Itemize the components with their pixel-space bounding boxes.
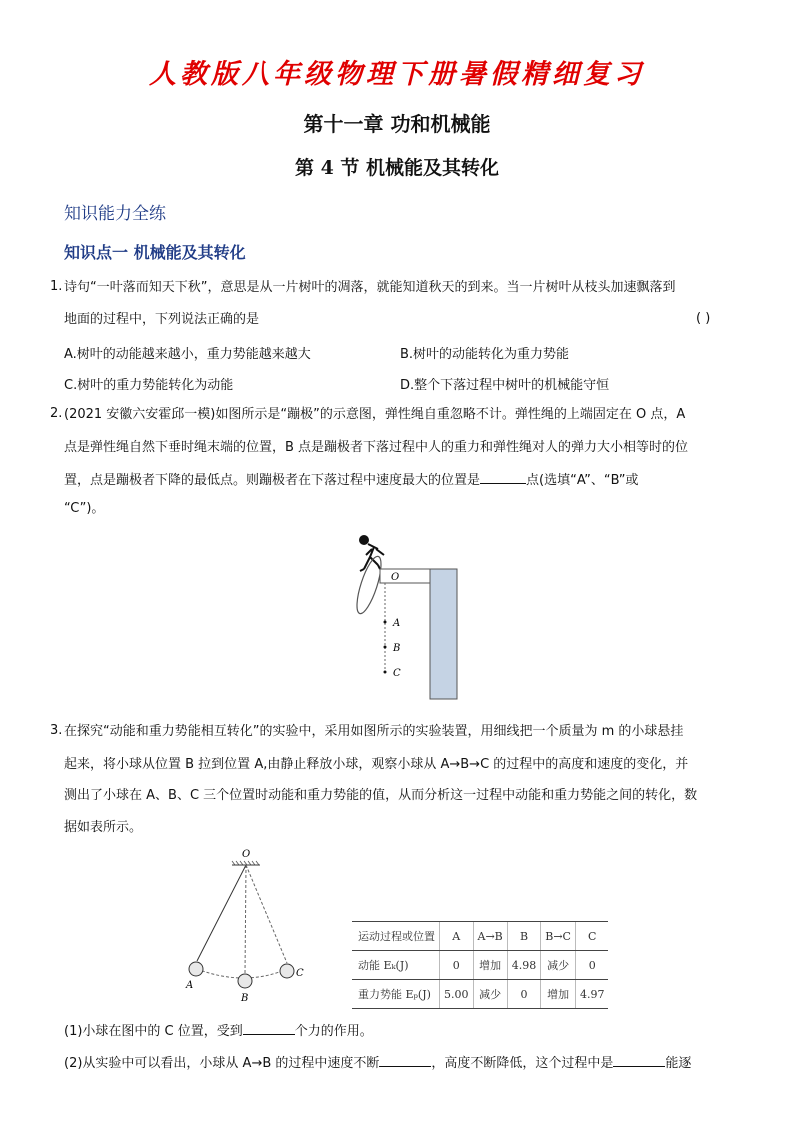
ball-b xyxy=(238,974,252,988)
section-title: 第 4 节 机械能及其转化 xyxy=(294,157,500,179)
table-cell: 重力势能 Eₚ(J) xyxy=(352,980,440,1009)
table-row-potential xyxy=(352,980,608,1009)
jumper-head xyxy=(359,535,369,545)
table-cell: 减少 xyxy=(541,951,576,980)
table-cell: A xyxy=(440,922,474,951)
q2-line1: (2021 安徽六安霍邱一模)如图所示是“蹦极”的示意图，弹性绳自重忽略不计。弹性绳的上端固定在 O 点，A xyxy=(64,407,686,422)
q3-sub2-tail: 能逐 xyxy=(665,1056,692,1071)
q1-answer-paren: ( ) xyxy=(696,311,711,326)
q3-sub1-text: (1)小球在图中的 C 位置，受到 xyxy=(64,1024,243,1039)
table-cell: 运动过程或位置 xyxy=(352,922,440,951)
platform xyxy=(380,569,430,583)
q3-number: 3. xyxy=(50,723,63,738)
q2-answer-blank[interactable] xyxy=(480,471,526,484)
pendulum-label-a: A xyxy=(186,980,194,991)
q2-line2: 点是弹性绳自然下垂时绳末端的位置，B 点是蹦极者下落过程中人的重力和弹性绳对人的弹力大小相等时的位 xyxy=(64,440,689,455)
label-a: A xyxy=(393,618,401,629)
q1-option-a: A.树叶的动能越来越小，重力势能越来越大 xyxy=(64,347,311,362)
ball-a xyxy=(189,962,203,976)
table-cell: 动能 Eₖ(J) xyxy=(352,951,440,980)
ball-c xyxy=(280,964,294,978)
q3-line1: 在探究“动能和重力势能相互转化”的实验中，采用如图所示的实验装置，用细线把一个质量为 m 的小球悬挂 xyxy=(64,724,684,739)
training-heading: 知识能力全练 xyxy=(64,204,166,224)
q3-sub2 xyxy=(64,1054,691,1073)
point-a xyxy=(384,621,387,624)
table-header-row xyxy=(352,922,608,951)
q1-option-c: C.树叶的重力势能转化为动能 xyxy=(64,378,234,393)
label-o: O xyxy=(391,572,400,583)
q3-line2: 起来，将小球从位置 B 拉到位置 A,由静止释放小球，观察小球从 A→B→C 的过程中的高度和速度的变化，并 xyxy=(64,757,689,772)
table-cell: A→B xyxy=(473,922,507,951)
q1-number: 1. xyxy=(50,279,63,294)
table-cell: 0 xyxy=(440,951,474,980)
chapter-title: 第十一章 功和机械能 xyxy=(303,112,491,136)
q1-line2: 地面的过程中，下列说法正确的是 xyxy=(64,312,260,327)
q3-line3: 测出了小球在 A、B、C 三个位置时动能和重力势能的值，从而分析这一过程中动能和重力势能之间的转化，数 xyxy=(64,788,698,803)
string-c xyxy=(246,865,287,963)
q3-sub1-tail: 个力的作用。 xyxy=(294,1024,373,1039)
point-b xyxy=(384,646,387,649)
pendulum-label-o: O xyxy=(242,849,251,860)
string-b xyxy=(245,865,246,974)
q3-sub2-blank1[interactable] xyxy=(379,1054,431,1067)
q2-line3-text: 置，点是蹦极者下降的最低点。则蹦极者在下落过程中速度最大的位置是 xyxy=(64,473,481,488)
table-cell: C xyxy=(575,922,608,951)
q1-option-d: D.整个下落过程中树叶的机械能守恒 xyxy=(400,378,610,393)
q1-line1: 诗句“一叶落而知天下秋”，意思是从一片树叶的凋落，就能知道秋天的到来。当一片树叶从枝头加速飘落到 xyxy=(64,280,676,295)
table-cell: B xyxy=(507,922,541,951)
label-b: B xyxy=(393,643,401,654)
q3-sub2-text: (2)从实验中可以看出，小球从 A→B 的过程中速度不断 xyxy=(64,1056,380,1071)
label-c: C xyxy=(393,668,401,679)
tower xyxy=(430,569,457,699)
q2-line3 xyxy=(64,471,639,490)
energy-table xyxy=(352,921,608,1009)
table-cell: 0 xyxy=(575,951,608,980)
q2-number: 2. xyxy=(50,406,63,421)
pivot-hatch xyxy=(232,861,259,865)
bungee-figure xyxy=(350,525,465,705)
q2-line4: “C”)。 xyxy=(64,501,105,516)
table-cell: B→C xyxy=(541,922,576,951)
table-cell: 0 xyxy=(507,980,541,1009)
elastic-rope-loop xyxy=(352,554,386,616)
table-cell: 减少 xyxy=(473,980,507,1009)
pendulum-label-b: B xyxy=(241,993,249,1004)
table-row-kinetic xyxy=(352,951,608,980)
table-cell: 4.97 xyxy=(575,980,608,1009)
knowledge-point-heading: 知识点一 机械能及其转化 xyxy=(64,243,246,262)
q3-sub2-mid: ，高度不断降低，这个过程中是 xyxy=(431,1056,614,1071)
q3-sub1-blank[interactable] xyxy=(243,1022,295,1035)
title-banner: 人教版八年级物理下册暑假精细复习 xyxy=(149,59,645,90)
table-cell: 4.98 xyxy=(507,951,541,980)
pendulum-label-c: C xyxy=(296,968,304,979)
table-cell: 增加 xyxy=(473,951,507,980)
point-c xyxy=(384,671,387,674)
q3-sub2-blank2[interactable] xyxy=(613,1054,665,1067)
table-cell: 5.00 xyxy=(440,980,474,1009)
q1-option-b: B.树叶的动能转化为重力势能 xyxy=(400,347,570,362)
string-a xyxy=(197,865,246,961)
pendulum-figure xyxy=(180,845,310,1005)
table-cell: 增加 xyxy=(541,980,576,1009)
q2-line3-tail: 点(选填“A”、“B”或 xyxy=(526,473,639,488)
q3-sub1 xyxy=(64,1022,373,1041)
q3-line4: 据如表所示。 xyxy=(64,820,143,835)
